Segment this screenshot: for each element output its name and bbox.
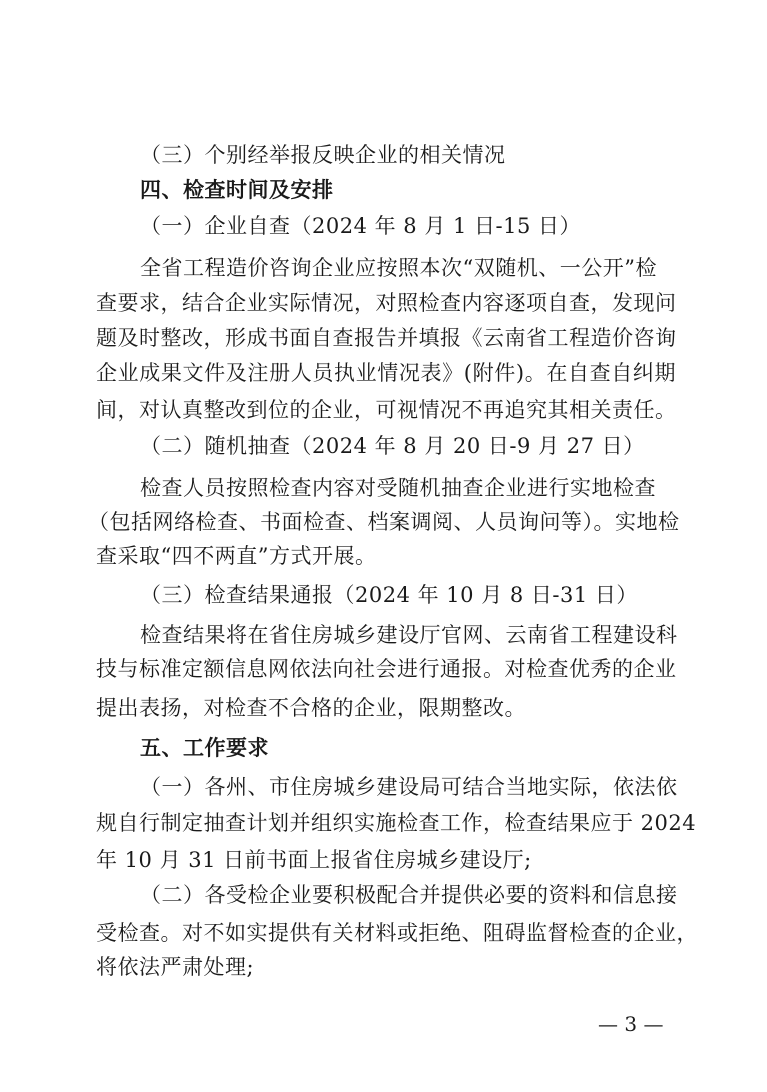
paragraph-requirement-1-line-3: 年 10 月 31 日前书面上报省住房城乡建设厅; — [96, 848, 532, 872]
paragraph-self-check-line-1: 全省工程造价咨询企业应按照本次“双随机、一公开”检 — [140, 256, 657, 280]
sub-heading-random-check: （二）随机抽查（2024 年 8 月 20 日-9 月 27 日） — [140, 434, 645, 458]
paragraph-results-line-3: 提出表扬，对检查不合格的企业，限期整改。 — [96, 696, 526, 720]
sub-heading-results-report: （三）检查结果通报（2024 年 10 月 8 日-31 日） — [140, 583, 638, 607]
paragraph-requirement-1-line-1: （一）各州、市住房城乡建设局可结合当地实际，依法依 — [140, 775, 678, 799]
paragraph-random-check-line-2: （包括网络检查、书面检查、档案调阅、人员询问等）。实地检 — [88, 510, 680, 534]
paragraph-requirement-1-line-2: 规自行制定抽查计划并组织实施检查工作，检查结果应于 2024 — [96, 811, 697, 835]
paragraph-random-check-line-3: 查采取“四不两直”方式开展。 — [96, 544, 377, 568]
paragraph-self-check-line-2: 查要求，结合企业实际情况，对照检查内容逐项自查，发现问 — [96, 291, 677, 315]
paragraph-results-line-1: 检查结果将在省住房城乡建设厅官网、云南省工程建设科 — [140, 623, 678, 647]
section-heading-5: 五、工作要求 — [140, 736, 269, 760]
paragraph-self-check-line-5: 间，对认真整改到位的企业，可视情况不再追究其相关责任。 — [96, 398, 677, 422]
sub-item-3: （三）个别经举报反映企业的相关情况 — [140, 143, 506, 167]
page-number: — 3 — — [598, 1012, 664, 1036]
paragraph-requirement-2-line-2: 受检查。对不如实提供有关材料或拒绝、阻碍监督检查的企业， — [96, 921, 698, 945]
paragraph-requirement-2-line-3: 将依法严肃处理; — [96, 955, 255, 979]
paragraph-results-line-2: 技与标准定额信息网依法向社会进行通报。对检查优秀的企业 — [96, 657, 677, 681]
paragraph-self-check-line-4: 企业成果文件及注册人员执业情况表》(附件)。在自查自纠期 — [96, 361, 676, 385]
paragraph-requirement-2-line-1: （二）各受检企业要积极配合并提供必要的资料和信息接 — [140, 883, 678, 907]
section-heading-4: 四、检查时间及安排 — [140, 178, 334, 202]
paragraph-random-check-line-1: 检查人员按照检查内容对受随机抽查企业进行实地检查 — [140, 476, 656, 500]
sub-heading-self-check: （一）企业自查（2024 年 8 月 1 日-15 日） — [140, 214, 582, 238]
paragraph-self-check-line-3: 题及时整改，形成书面自查报告并填报《云南省工程造价咨询 — [96, 326, 677, 350]
